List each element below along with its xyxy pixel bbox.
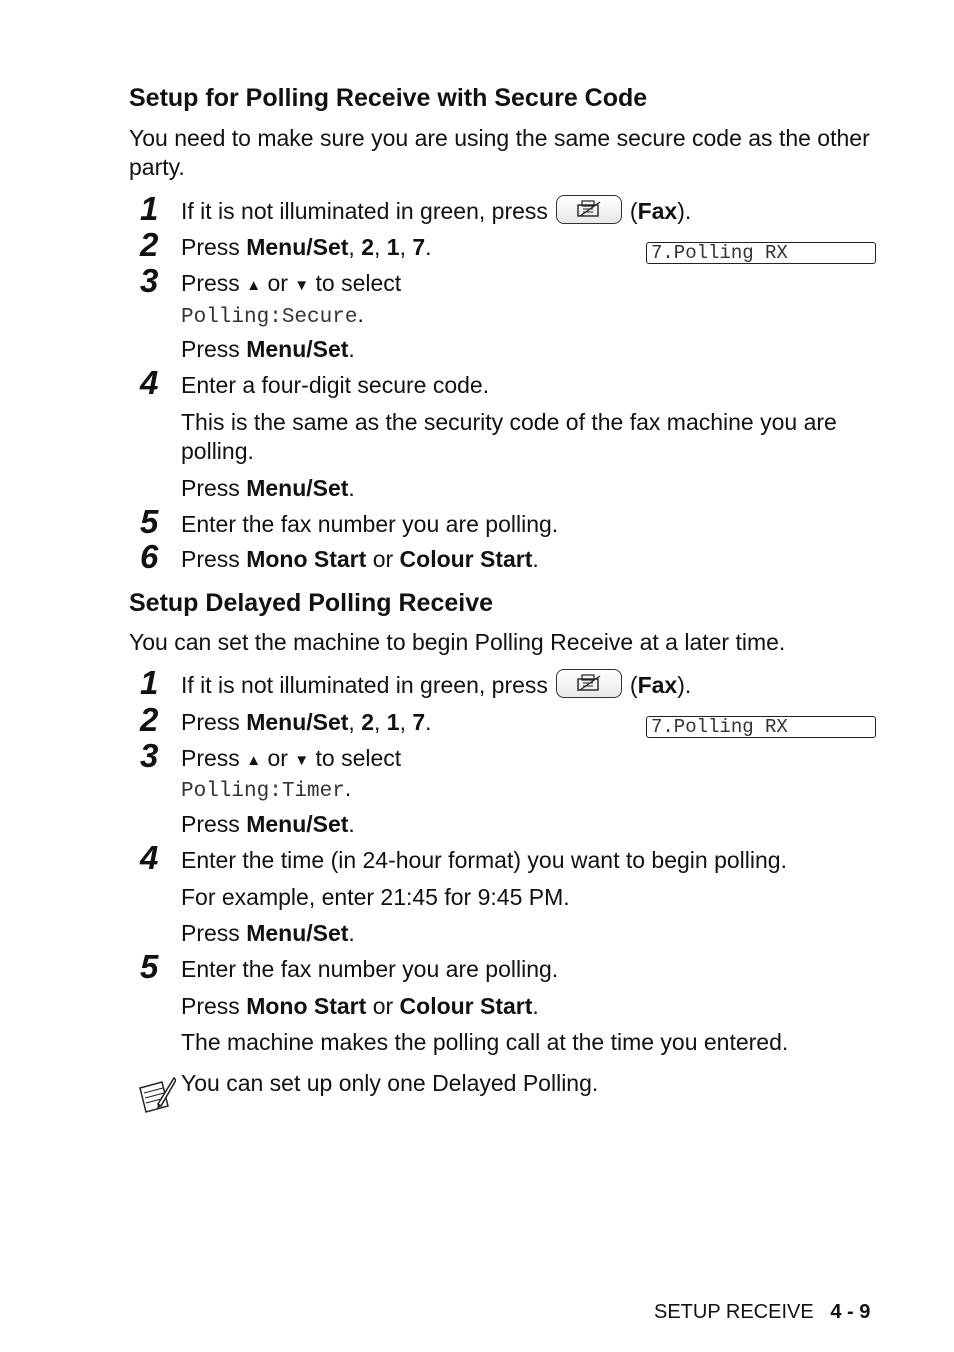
step-text: Press ▲ or ▼ to select xyxy=(181,745,402,771)
step-text: Press ▲ or ▼ to select xyxy=(181,270,402,296)
note-text: You can set up only one Delayed Polling. xyxy=(181,1070,599,1096)
down-arrow-icon: ▼ xyxy=(294,277,310,294)
step-text: Press Menu/Set. xyxy=(181,920,355,946)
lcd-display: 7.Polling RX xyxy=(646,242,876,264)
step-example: For example, enter 21:45 for 9:45 PM. xyxy=(181,884,570,910)
menu-option: Polling:Secure. xyxy=(181,301,364,329)
up-arrow-icon: ▲ xyxy=(246,752,262,769)
section-heading: Setup Delayed Polling Receive xyxy=(129,589,494,617)
fax-icon xyxy=(575,199,603,219)
step-result: The machine makes the polling call at the time you entered. xyxy=(181,1029,789,1055)
lcd-display: 7.Polling RX xyxy=(646,716,876,738)
step-text: Enter the fax number you are polling. xyxy=(181,956,559,982)
step-number: 4 xyxy=(140,364,159,401)
step-text: Press Mono Start or Colour Start. xyxy=(181,993,539,1019)
step-number: 1 xyxy=(140,190,159,227)
step-number: 4 xyxy=(140,839,159,876)
fax-icon xyxy=(575,673,603,693)
step-number: 1 xyxy=(140,664,159,701)
step-text: Enter the fax number you are polling. xyxy=(181,511,559,537)
step-number: 2 xyxy=(140,701,159,738)
menu-option: Polling:Timer. xyxy=(181,775,352,803)
step-text: If it is not illuminated in green, press (Fax). xyxy=(181,197,691,227)
step-number: 5 xyxy=(140,503,159,540)
step-text: If it is not illuminated in green, press (Fax). xyxy=(181,671,691,701)
step-number: 3 xyxy=(140,262,159,299)
step-note: This is the same as the security code of the fax machine you are polling. xyxy=(181,409,837,464)
step-number: 3 xyxy=(140,737,159,774)
step-text: Press Menu/Set. xyxy=(181,336,355,362)
fax-button xyxy=(556,669,622,698)
step-text: Press Menu/Set, 2, 1, 7. xyxy=(181,709,432,735)
step-text: Press Mono Start or Colour Start. xyxy=(181,546,539,572)
step-number: 6 xyxy=(140,538,159,575)
step-text: Enter the time (in 24-hour format) you want to begin polling. xyxy=(181,847,787,873)
step-text: Press Menu/Set. xyxy=(181,811,355,837)
section-heading: Setup for Polling Receive with Secure Code xyxy=(129,84,648,112)
section-intro: You can set the machine to begin Polling Receive at a later time. xyxy=(129,629,786,655)
down-arrow-icon: ▼ xyxy=(294,752,310,769)
step-number: 2 xyxy=(140,226,159,263)
step-text: Press Menu/Set. xyxy=(181,475,355,501)
up-arrow-icon: ▲ xyxy=(246,277,262,294)
step-text: Enter a four-digit secure code. xyxy=(181,372,490,398)
fax-button xyxy=(556,195,622,224)
page-footer: SETUP RECEIVE 4 - 9 xyxy=(654,1301,871,1323)
step-text: Press Menu/Set, 2, 1, 7. xyxy=(181,234,432,260)
section-intro: You need to make sure you are using the same secure code as the other party. xyxy=(129,125,870,180)
step-number: 5 xyxy=(140,948,159,985)
note-pencil-icon xyxy=(136,1074,176,1121)
